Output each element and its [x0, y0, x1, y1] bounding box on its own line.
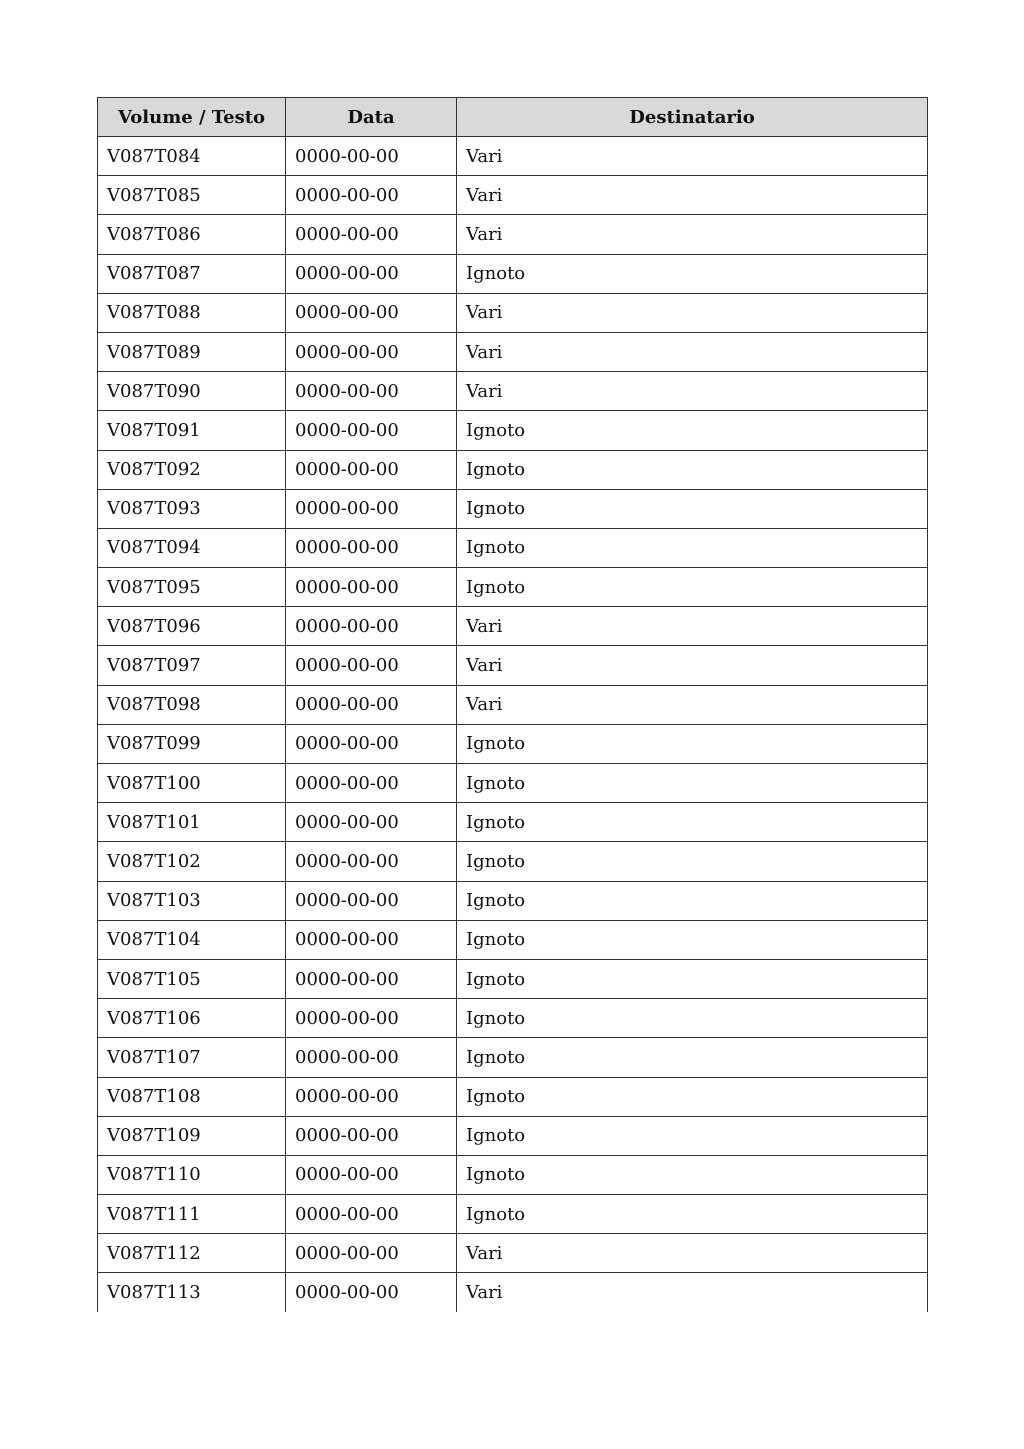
data-cell: 0000-00-00: [286, 254, 457, 293]
destinatario-cell: Vari: [457, 372, 928, 411]
volume-testo-cell: V087T109: [98, 1116, 286, 1155]
data-cell: 0000-00-00: [286, 411, 457, 450]
data-cell: 0000-00-00: [286, 803, 457, 842]
destinatario-cell: Ignoto: [457, 450, 928, 489]
volume-testo-cell: V087T096: [98, 607, 286, 646]
data-cell: 0000-00-00: [286, 881, 457, 920]
volume-testo-cell: V087T094: [98, 528, 286, 567]
table-row: [98, 372, 928, 411]
table-body: [98, 137, 928, 1313]
column-header-data: Data: [286, 98, 457, 137]
data-cell: 0000-00-00: [286, 1273, 457, 1312]
volume-testo-cell: V087T106: [98, 999, 286, 1038]
data-cell: 0000-00-00: [286, 999, 457, 1038]
destinatario-cell: Ignoto: [457, 254, 928, 293]
table-row: [98, 724, 928, 763]
data-cell: 0000-00-00: [286, 920, 457, 959]
table-row: [98, 999, 928, 1038]
data-cell: 0000-00-00: [286, 959, 457, 998]
table-row: [98, 332, 928, 371]
table-row: [98, 607, 928, 646]
destinatario-cell: Ignoto: [457, 1077, 928, 1116]
data-cell: 0000-00-00: [286, 293, 457, 332]
table-row: [98, 920, 928, 959]
column-header-destinatario: Destinatario: [457, 98, 928, 137]
volume-testo-cell: V087T084: [98, 137, 286, 176]
letters-table: [97, 97, 928, 1312]
destinatario-cell: Vari: [457, 293, 928, 332]
destinatario-cell: Ignoto: [457, 920, 928, 959]
data-cell: 0000-00-00: [286, 1155, 457, 1194]
data-cell: 0000-00-00: [286, 1234, 457, 1273]
destinatario-cell: Ignoto: [457, 803, 928, 842]
table-row: [98, 1116, 928, 1155]
destinatario-cell: Ignoto: [457, 999, 928, 1038]
volume-testo-cell: V087T102: [98, 842, 286, 881]
destinatario-cell: Ignoto: [457, 1195, 928, 1234]
volume-testo-cell: V087T091: [98, 411, 286, 450]
volume-testo-cell: V087T105: [98, 959, 286, 998]
table-row: [98, 1195, 928, 1234]
data-cell: 0000-00-00: [286, 450, 457, 489]
data-cell: 0000-00-00: [286, 1195, 457, 1234]
table-header: [98, 98, 928, 137]
destinatario-cell: Vari: [457, 607, 928, 646]
volume-testo-cell: V087T101: [98, 803, 286, 842]
data-cell: 0000-00-00: [286, 842, 457, 881]
volume-testo-cell: V087T100: [98, 764, 286, 803]
destinatario-cell: Vari: [457, 332, 928, 371]
volume-testo-cell: V087T097: [98, 646, 286, 685]
volume-testo-cell: V087T088: [98, 293, 286, 332]
column-header-volume-testo: Volume / Testo: [98, 98, 286, 137]
data-cell: 0000-00-00: [286, 332, 457, 371]
table-row: [98, 646, 928, 685]
destinatario-cell: Vari: [457, 215, 928, 254]
destinatario-cell: Vari: [457, 137, 928, 176]
table-row: [98, 568, 928, 607]
destinatario-cell: Ignoto: [457, 1116, 928, 1155]
destinatario-cell: Ignoto: [457, 724, 928, 763]
table-row: [98, 803, 928, 842]
table-row: [98, 959, 928, 998]
destinatario-cell: Vari: [457, 1234, 928, 1273]
volume-testo-cell: V087T111: [98, 1195, 286, 1234]
volume-testo-cell: V087T087: [98, 254, 286, 293]
volume-testo-cell: V087T112: [98, 1234, 286, 1273]
data-cell: 0000-00-00: [286, 137, 457, 176]
table-row: [98, 293, 928, 332]
destinatario-cell: Vari: [457, 176, 928, 215]
table-row: [98, 1155, 928, 1194]
volume-testo-cell: V087T086: [98, 215, 286, 254]
table-row: [98, 254, 928, 293]
table-row: [98, 764, 928, 803]
table-row: [98, 489, 928, 528]
table-row: [98, 450, 928, 489]
data-cell: 0000-00-00: [286, 176, 457, 215]
destinatario-cell: Ignoto: [457, 1038, 928, 1077]
data-cell: 0000-00-00: [286, 1038, 457, 1077]
data-cell: 0000-00-00: [286, 685, 457, 724]
destinatario-cell: Ignoto: [457, 764, 928, 803]
volume-testo-cell: V087T107: [98, 1038, 286, 1077]
data-cell: 0000-00-00: [286, 607, 457, 646]
table-row: [98, 215, 928, 254]
data-cell: 0000-00-00: [286, 568, 457, 607]
table-row: [98, 1077, 928, 1116]
destinatario-cell: Ignoto: [457, 842, 928, 881]
destinatario-cell: Ignoto: [457, 411, 928, 450]
volume-testo-cell: V087T089: [98, 332, 286, 371]
data-cell: 0000-00-00: [286, 724, 457, 763]
table-row: [98, 685, 928, 724]
table-row: [98, 1273, 928, 1312]
header-row: [98, 98, 928, 137]
volume-testo-cell: V087T103: [98, 881, 286, 920]
volume-testo-cell: V087T095: [98, 568, 286, 607]
destinatario-cell: Ignoto: [457, 489, 928, 528]
volume-testo-cell: V087T110: [98, 1155, 286, 1194]
data-cell: 0000-00-00: [286, 1077, 457, 1116]
data-cell: 0000-00-00: [286, 215, 457, 254]
destinatario-cell: Vari: [457, 685, 928, 724]
destinatario-cell: Ignoto: [457, 959, 928, 998]
table-row: [98, 1038, 928, 1077]
volume-testo-cell: V087T090: [98, 372, 286, 411]
data-cell: 0000-00-00: [286, 372, 457, 411]
volume-testo-cell: V087T104: [98, 920, 286, 959]
volume-testo-cell: V087T092: [98, 450, 286, 489]
table-row: [98, 137, 928, 176]
destinatario-cell: Ignoto: [457, 528, 928, 567]
table-row: [98, 528, 928, 567]
volume-testo-cell: V087T108: [98, 1077, 286, 1116]
destinatario-cell: Ignoto: [457, 568, 928, 607]
destinatario-cell: Vari: [457, 1273, 928, 1312]
table-row: [98, 411, 928, 450]
volume-testo-cell: V087T085: [98, 176, 286, 215]
volume-testo-cell: V087T093: [98, 489, 286, 528]
table-row: [98, 1234, 928, 1273]
table-row: [98, 842, 928, 881]
volume-testo-cell: V087T113: [98, 1273, 286, 1312]
data-cell: 0000-00-00: [286, 1116, 457, 1155]
data-cell: 0000-00-00: [286, 528, 457, 567]
volume-testo-cell: V087T099: [98, 724, 286, 763]
data-cell: 0000-00-00: [286, 489, 457, 528]
destinatario-cell: Vari: [457, 646, 928, 685]
volume-testo-cell: V087T098: [98, 685, 286, 724]
destinatario-cell: Ignoto: [457, 1155, 928, 1194]
table-row: [98, 176, 928, 215]
destinatario-cell: Ignoto: [457, 881, 928, 920]
data-cell: 0000-00-00: [286, 646, 457, 685]
data-cell: 0000-00-00: [286, 764, 457, 803]
table-row: [98, 881, 928, 920]
